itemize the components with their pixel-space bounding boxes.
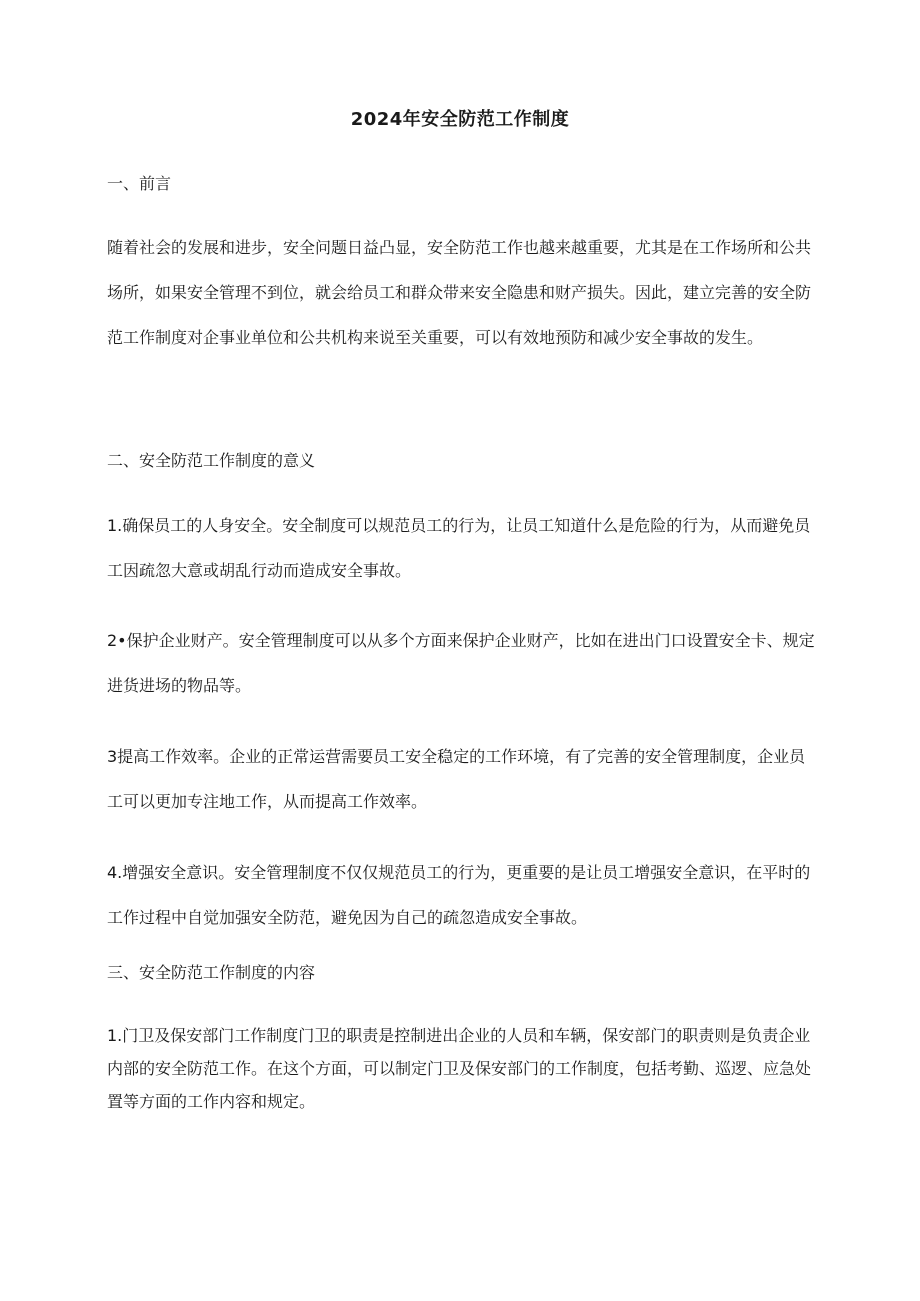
section-heading-significance: 二、安全防范工作制度的意义	[107, 451, 316, 470]
section-heading-preface: 一、前言	[107, 174, 172, 193]
significance-item-3: 3提高工作效率。企业的正常运营需要员工安全稳定的工作环境，有了完善的安全管理制度，企业员工可以更加专注地工作，从而提高工作效率。	[107, 747, 806, 811]
significance-item-4: 4.增强安全意识。安全管理制度不仅仅规范员工的行为，更重要的是让员工增强安全意识，在平时的工作过程中自觉加强安全防范，避免因为自己的疏忽造成安全事故。	[107, 863, 811, 927]
significance-item-1: 1.确保员工的人身安全。安全制度可以规范员工的行为，让员工知道什么是危险的行为，从而避免员工因疏忽大意或胡乱行动而造成安全事故。	[107, 516, 811, 580]
document-title: 2024年安全防范工作制度	[350, 109, 570, 130]
section-heading-content: 三、安全防范工作制度的内容	[107, 963, 316, 982]
preface-paragraph: 随着社会的发展和进步，安全问题日益凸显，安全防范工作也越来越重要，尤其是在工作场所和公共场所，如果安全管理不到位，就会给员工和群众带来安全隐患和财产损失。因此，建立完善的安全防范工作制度对企事业单位和公共机构来说至关重要，可以有效地预防和减少安全事故的发生。	[107, 238, 812, 347]
content-item-1: 1.门卫及保安部门工作制度门卫的职责是控制进出企业的人员和车辆，保安部门的职责则是负责企业内部的安全防范工作。在这个方面，可以制定门卫及保安部门的工作制度，包括考勤、巡逻、应急处置等方面的工作内容和规定。	[107, 1026, 812, 1111]
significance-item-2: 2•保护企业财产。安全管理制度可以从多个方面来保护企业财产，比如在进出门口设置安全卡、规定进货进场的物品等。	[107, 631, 815, 695]
